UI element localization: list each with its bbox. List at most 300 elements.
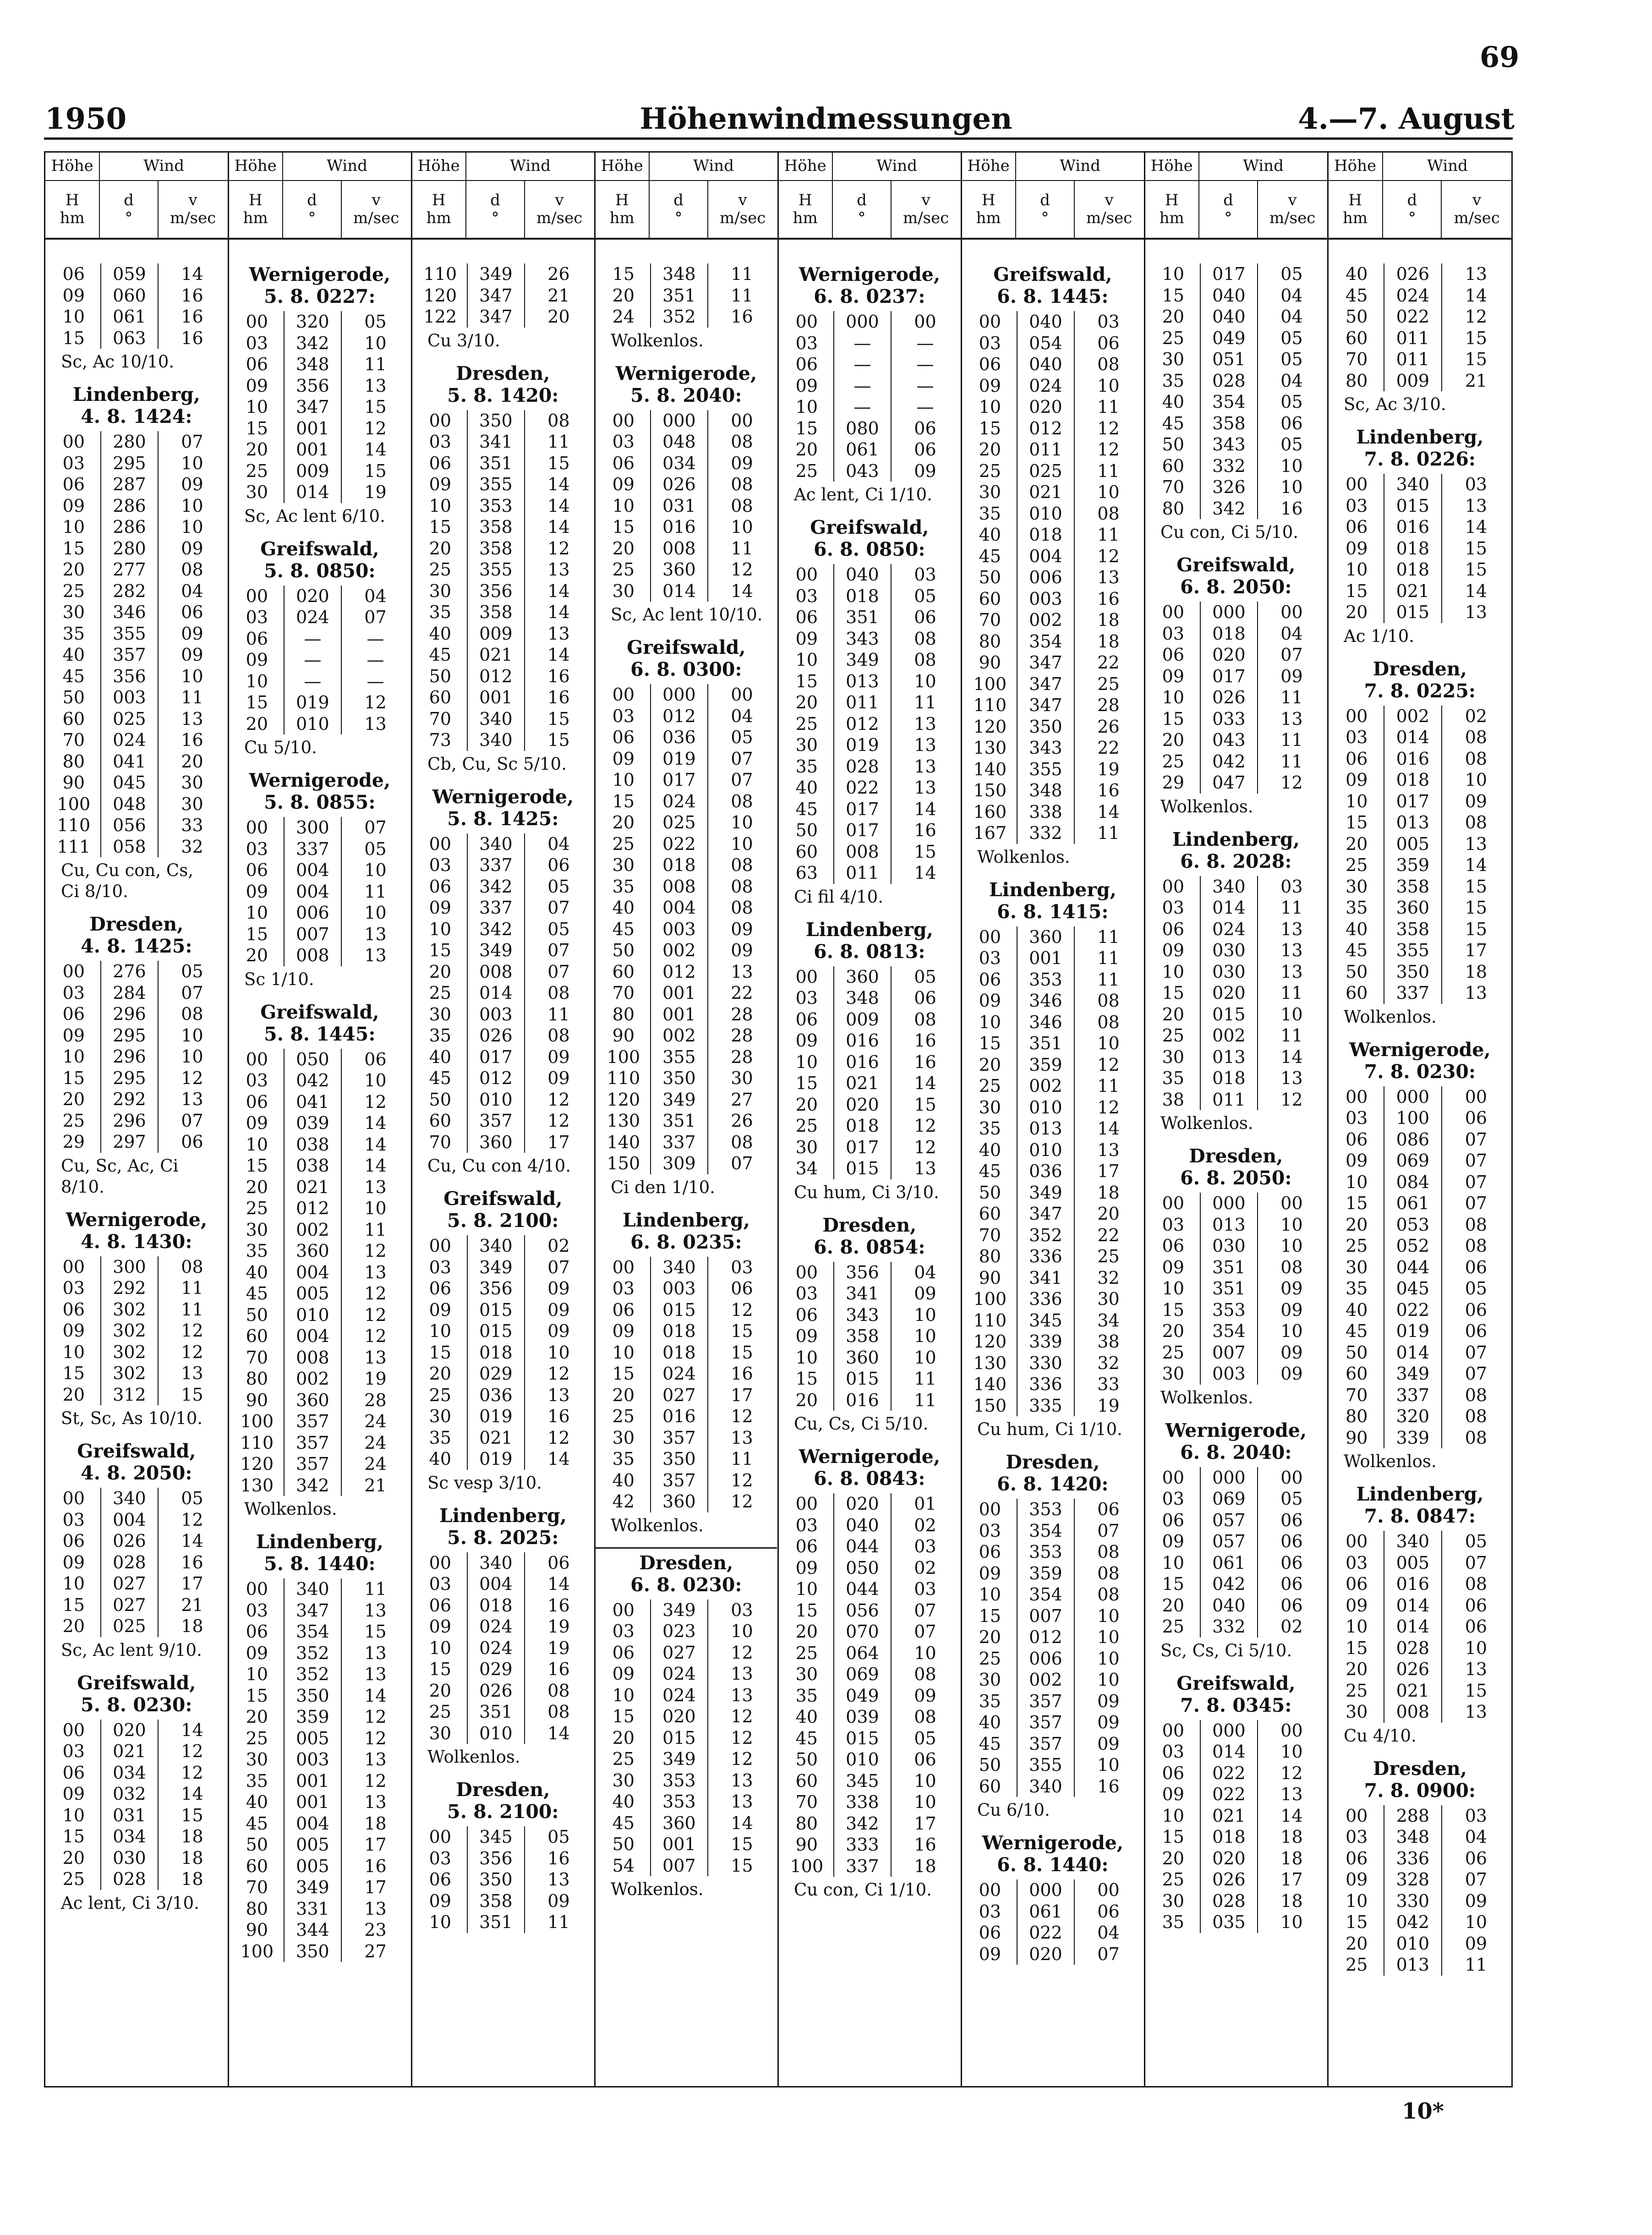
table-row [47,1131,226,1153]
table-row [414,516,592,538]
speed-cell: 12 [707,1470,776,1491]
height-cell: 25 [246,460,268,481]
height-cell: 50 [246,1835,268,1855]
table-row [230,1240,409,1262]
table-row [963,546,1142,567]
height-cell: 70 [1346,1385,1368,1405]
table-row [414,431,592,453]
speed-cell: 09 [707,919,776,940]
height-cell: 03 [1346,1827,1368,1847]
height-cell: 09 [795,1030,818,1051]
direction-cell: 353 [1017,1541,1074,1563]
direction-cell: 333 [833,1834,891,1856]
table-row [963,1563,1142,1584]
height-cell: 40 [1346,919,1368,939]
table-row [230,1453,409,1475]
table-row [1147,1046,1325,1068]
speed-cell: 13 [524,1869,592,1890]
table-row [47,559,226,581]
height-cell: 09 [246,1113,268,1133]
speed-cell: 06 [524,1552,592,1574]
direction-cell: 302 [100,1363,158,1384]
direction-cell: 353 [650,1770,707,1791]
direction-cell: 346 [1017,1012,1074,1033]
speed-cell: 00 [1257,1193,1325,1214]
height-cell: 00 [1162,602,1185,622]
table-row [780,1094,959,1116]
speed-cell: 09 [1441,791,1510,812]
table-row [1147,1320,1325,1342]
direction-cell: 026 [1200,1869,1257,1890]
height-cell: 20 [612,812,635,833]
speed-cell: 16 [524,1659,592,1680]
station-block [1147,554,1325,817]
height-cell: 09 [795,375,818,396]
speed-cell: 02 [891,1557,959,1579]
direction-cell: 063 [100,328,158,349]
speed-cell: 11 [891,692,959,713]
table-row [47,581,226,602]
direction-cell: 337 [650,1132,707,1153]
height-cell: 35 [429,1427,452,1448]
speed-cell: 10 [1074,1669,1142,1691]
speed-cell: 14 [1441,581,1510,602]
speed-cell: 08 [1074,1012,1142,1033]
table-row [230,1600,409,1621]
cloud-note: Wolkenlos. [1160,1113,1253,1133]
direction-cell: 354 [1200,391,1257,413]
header-d: d ° [1016,181,1074,238]
direction-cell: 340 [1384,1531,1441,1552]
speed-cell: 04 [158,581,226,602]
table-row [1330,559,1510,581]
table-row [963,1161,1142,1182]
header-v: v m/sec [1086,191,1132,227]
direction-cell: 043 [833,460,891,482]
direction-cell: 016 [833,1030,891,1052]
height-cell: 10 [62,1573,85,1594]
speed-cell: 13 [158,1363,226,1384]
height-cell: 50 [979,1182,1001,1203]
direction-cell: 354 [1017,1520,1074,1542]
table-row [47,1068,226,1089]
speed-cell: 12 [524,1089,592,1111]
height-cell: 35 [1162,1068,1185,1088]
table-row [780,1052,959,1073]
table-row [414,1638,592,1659]
height-cell: 15 [1162,708,1185,729]
table-row [1330,1257,1510,1278]
height-cell: 70 [979,610,1001,630]
header-hoehe: Höhe [962,153,1016,180]
header-d: d ° [283,181,341,238]
direction-cell: 023 [650,1621,707,1642]
speed-cell: 08 [707,495,776,517]
speed-cell: 15 [707,1834,776,1855]
height-cell: 50 [1346,1342,1368,1363]
table-row [47,687,226,708]
direction-cell: 003 [1017,588,1074,610]
height-cell: 50 [1162,434,1185,455]
table-row [1147,1299,1325,1321]
height-cell: 10 [429,1638,452,1658]
direction-cell: 342 [467,919,524,940]
height-cell: 40 [62,645,85,665]
direction-cell: 300 [284,817,341,838]
table-row [597,876,776,898]
direction-cell: 360 [833,1347,891,1369]
direction-cell: 349 [650,1600,707,1621]
speed-cell: 10 [158,495,226,517]
table-row [1147,1573,1325,1595]
table-column [1145,153,1329,2086]
table-row [1330,961,1510,983]
speed-cell: 15 [524,729,592,751]
direction-cell: 059 [100,263,158,285]
table-row [230,586,409,607]
height-cell: 09 [62,285,85,306]
table-row [780,671,959,692]
header-dates: 4.—7. August [1298,102,1515,136]
column-header [412,153,594,240]
height-cell: 25 [979,1076,1001,1096]
speed-cell: 07 [707,1153,776,1174]
height-cell: 80 [979,1246,1001,1266]
height-cell: 110 [240,1432,274,1453]
height-cell: 09 [246,650,268,670]
cloud-note: Cb, Cu, Sc 5/10. [427,754,567,774]
table-row [597,855,776,876]
speed-cell: 12 [707,1406,776,1427]
height-cell: 45 [612,1813,635,1833]
direction-cell: 351 [650,285,707,307]
header-wind: Wind [876,157,917,175]
direction-cell: 028 [1200,1890,1257,1912]
direction-cell: 080 [833,418,891,439]
station-heading: Lindenberg, 6. 8. 1415: [989,878,1116,923]
speed-cell: 14 [1257,1805,1325,1827]
station-block [780,1214,959,1435]
height-cell: 25 [62,1110,85,1131]
table-row [1147,1068,1325,1089]
speed-cell: 13 [1441,833,1510,855]
speed-cell: 14 [524,516,592,538]
height-cell: 03 [1162,898,1185,918]
speed-cell: 16 [158,328,226,349]
height-cell: 09 [1162,1531,1185,1551]
speed-cell: 12 [158,1342,226,1363]
speed-cell: 18 [158,1868,226,1890]
station-block [1147,828,1325,1134]
table-row [1330,1573,1510,1595]
station-block [230,263,409,527]
speed-cell: 07 [1257,644,1325,666]
speed-cell: 07 [158,1110,226,1132]
table-row [1330,1869,1510,1890]
direction-cell: 006 [1017,567,1074,588]
speed-cell: 10 [158,666,226,687]
speed-cell: 13 [158,1089,226,1110]
height-cell: 150 [607,1153,640,1173]
speed-cell: 16 [524,1595,592,1616]
speed-cell: 28 [707,1025,776,1046]
table-row [780,607,959,628]
station-block [414,1505,592,1768]
table-row [230,1706,409,1728]
direction-cell: 020 [1200,644,1257,666]
table-row [963,822,1142,844]
speed-cell: 28 [1074,695,1142,716]
direction-cell: 022 [1017,1922,1074,1944]
header-v: v m/sec [536,191,583,227]
speed-cell: 07 [1441,1150,1510,1172]
height-cell: 06 [1162,1510,1185,1530]
height-cell: 09 [246,881,268,902]
table-row [47,516,226,538]
speed-cell: 03 [1257,876,1325,898]
direction-cell: 008 [1384,1701,1441,1723]
table-row [963,1353,1142,1374]
height-cell: 06 [1346,748,1368,769]
table-row [780,333,959,354]
speed-cell: 15 [891,841,959,863]
table-row [47,1277,226,1299]
speed-cell: 08 [707,855,776,876]
speed-cell: 16 [1074,1776,1142,1797]
direction-cell: 353 [650,1791,707,1813]
speed-cell: 12 [341,1240,409,1262]
height-cell: 10 [246,1664,268,1684]
speed-cell: 07 [158,982,226,1004]
direction-cell: 024 [467,1638,524,1659]
table-row [963,567,1142,588]
direction-cell: 018 [833,1115,891,1137]
direction-cell: 038 [284,1134,341,1156]
speed-cell: 12 [1074,418,1142,439]
height-cell: 50 [795,820,818,840]
height-cell: 10 [246,1134,268,1155]
direction-cell: 337 [467,897,524,919]
speed-cell: 06 [1441,1320,1510,1342]
speed-cell: 10 [707,833,776,855]
direction-cell: 280 [100,431,158,453]
direction-cell: 040 [1017,354,1074,375]
cloud-note: Wolkenlos. [244,1499,337,1519]
direction-cell: 340 [467,1552,524,1574]
speed-cell: 08 [707,474,776,495]
speed-cell: 06 [1441,1257,1510,1278]
direction-cell: 012 [1017,418,1074,439]
speed-cell: 13 [341,945,409,966]
speed-cell: 18 [158,1826,226,1847]
table-row [1330,1848,1510,1869]
speed-cell: 08 [1074,1563,1142,1584]
height-cell: 50 [246,1304,268,1325]
table-row [963,311,1142,333]
direction-cell: 028 [1200,370,1257,392]
direction-cell: 349 [1017,1182,1074,1204]
direction-cell: 016 [650,516,707,538]
table-row [1147,602,1325,623]
direction-cell: 302 [100,1320,158,1342]
speed-cell: 23 [341,1919,409,1941]
height-cell: 20 [62,1616,85,1636]
speed-cell: 05 [158,961,226,982]
table-row [1330,1616,1510,1638]
table-row [414,1278,592,1299]
table-row [963,1267,1142,1289]
height-cell: 100 [973,674,1007,694]
direction-cell: 009 [833,1009,891,1030]
direction-cell: 332 [1200,455,1257,477]
height-cell: 03 [979,1520,1001,1541]
direction-cell: 026 [650,474,707,495]
height-cell: 30 [246,482,268,502]
direction-cell: 349 [467,263,524,285]
speed-cell: 06 [1257,1510,1325,1531]
direction-cell: 357 [650,1427,707,1449]
speed-cell: 15 [707,1320,776,1342]
table-row [780,1834,959,1856]
direction-cell: 326 [1200,477,1257,498]
speed-cell: 13 [1441,263,1510,285]
table-row [780,375,959,397]
direction-cell: 016 [1384,516,1441,538]
height-cell: 34 [795,1158,818,1178]
direction-cell: 015 [650,1299,707,1321]
height-cell: 45 [1162,413,1185,433]
height-cell: 03 [429,1257,452,1277]
header-v: v m/sec [719,191,766,227]
table-row [230,1919,409,1941]
height-cell: 40 [795,1707,818,1727]
table-row [963,1225,1142,1246]
station-block [414,263,592,351]
speed-cell: 08 [524,1701,592,1723]
station-heading: Wernigerode, 4. 8. 1430: [66,1208,208,1253]
height-cell: 40 [246,1262,268,1282]
direction-cell: 008 [650,876,707,898]
height-cell: 10 [612,1685,635,1705]
speed-cell: 22 [707,982,776,1004]
direction-cell: 360 [1384,897,1441,919]
column-body [962,240,1144,1965]
height-cell: 00 [1162,1720,1185,1741]
table-row [414,1848,592,1869]
direction-cell: 350 [1017,716,1074,738]
height-cell: 30 [429,1723,452,1743]
speed-cell: 00 [707,684,776,706]
direction-cell: 356 [284,375,341,397]
height-cell: 45 [795,1728,818,1748]
table-row [597,1385,776,1406]
speed-cell: 13 [1257,1784,1325,1805]
station-heading: Greifswald, 6. 8. 2050: [1176,554,1296,598]
speed-cell: 07 [524,940,592,961]
direction-cell: 042 [284,1070,341,1091]
height-cell: 80 [1346,1406,1368,1426]
table-row [1147,1848,1325,1869]
direction-cell: 296 [100,1046,158,1068]
table-row [230,1091,409,1113]
direction-cell: 347 [467,306,524,328]
speed-cell: 08 [158,1256,226,1278]
speed-cell: 09 [1257,1278,1325,1299]
speed-cell: 12 [158,1068,226,1089]
speed-cell: 15 [524,453,592,474]
direction-cell: 343 [833,1304,891,1326]
table-row [1330,1680,1510,1702]
speed-cell: 14 [1441,855,1510,876]
header-h: H hm [412,181,466,238]
speed-cell: 10 [1074,1754,1142,1776]
table-row [1147,1510,1325,1531]
station-heading: Dresden, 6. 8. 2050: [1180,1145,1292,1189]
station-block [963,1832,1142,1965]
height-cell: 03 [1346,1108,1368,1128]
height-cell: 100 [240,1941,274,1961]
direction-cell: 295 [100,1025,158,1046]
table-row [597,1834,776,1855]
height-cell: 00 [795,564,818,585]
speed-cell: 13 [1257,919,1325,940]
height-cell: 15 [429,1659,452,1679]
speed-cell: 12 [524,1110,592,1132]
speed-cell: 16 [707,1363,776,1385]
table-row [597,1685,776,1706]
header-wind: Wind [1427,157,1468,175]
table-row [1330,1595,1510,1616]
speed-cell: 08 [891,1664,959,1685]
station-block [597,1209,776,1536]
direction-cell: 049 [1200,328,1257,349]
cloud-note: Sc, Ac lent 10/10. [611,605,763,624]
speed-cell: 12 [341,1091,409,1113]
speed-cell: 10 [891,1643,959,1664]
direction-cell: 360 [284,1240,341,1262]
table-row [47,1003,226,1025]
speed-cell: 16 [891,1052,959,1073]
height-cell: 15 [1162,1574,1185,1594]
height-cell: 03 [429,432,452,452]
direction-cell: 350 [467,1869,524,1890]
table-row [47,729,226,751]
direction-cell: 039 [833,1706,891,1728]
table-row [963,1669,1142,1691]
table-row [963,1648,1142,1670]
speed-cell: 13 [891,1158,959,1179]
height-cell: 00 [979,1499,1001,1519]
table-row [597,1046,776,1068]
direction-cell: 026 [1200,687,1257,708]
speed-cell: 08 [1074,503,1142,525]
table-row [1330,1342,1510,1364]
speed-cell: 07 [524,1257,592,1278]
table-row [1147,687,1325,708]
header-hoehe: Höhe [1328,153,1383,180]
table-row [230,1390,409,1411]
table-row [597,1706,776,1727]
direction-cell: 277 [100,559,158,581]
height-cell: 09 [979,375,1001,396]
table-row [414,644,592,666]
speed-cell: 08 [1441,1385,1510,1406]
speed-cell: 08 [1074,1584,1142,1605]
table-row [597,1727,776,1749]
direction-cell: 000 [1200,1467,1257,1489]
height-cell: 09 [62,1320,85,1341]
direction-cell: 015 [833,1368,891,1390]
